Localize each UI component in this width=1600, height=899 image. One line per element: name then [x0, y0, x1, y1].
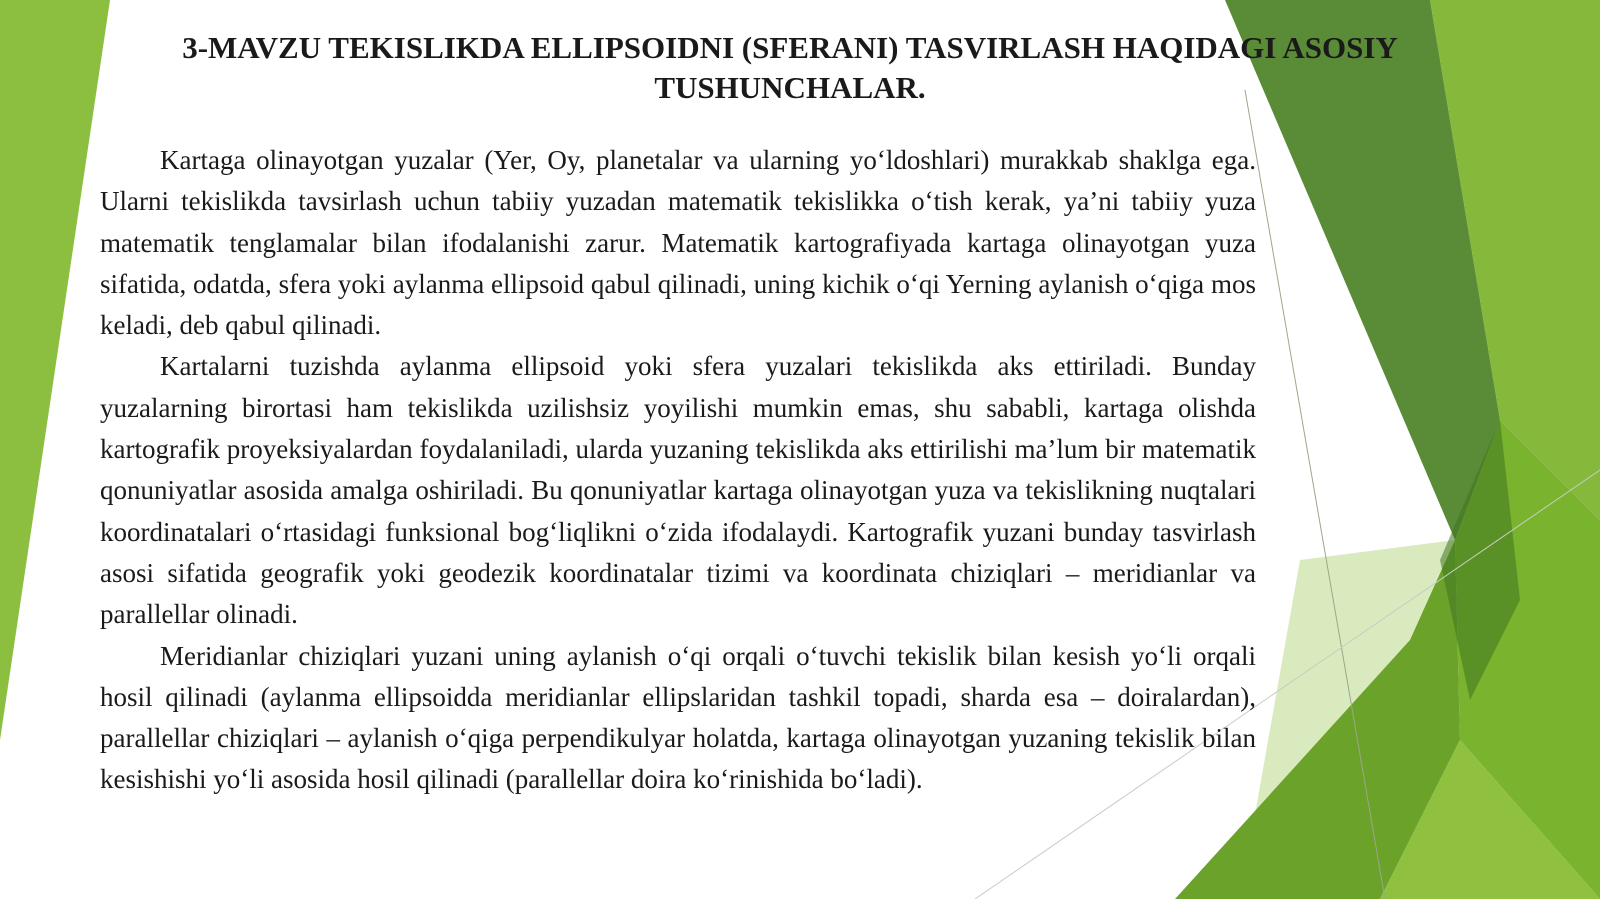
title-line-2: TUSHUNCHALAR. [654, 70, 926, 105]
body-text [100, 140, 1256, 801]
paragraph-1: Kartaga olinayotgan yuzalar (Yer, Oy, planetalar va ularning yo‘ldoshlari) murakkab shaklga ega. Ularni tekislikda tavsirlash uchun tabiiy yuzadan matematik tekislikka o‘tish kerak, ya’ni tabiiy yuza matematik tenglamalar bilan ifodalanishi zarur. Matematik kartografiyada kartaga olinayotgan yuza sifatida, odatda, sfera yoki aylanma ellipsoid qabul qilinadi, uning kichik o‘qi Yerning aylanish o‘qiga mos keladi, deb qabul qilinadi. [100, 145, 1256, 341]
paragraph-2: Kartalarni tuzishda aylanma ellipsoid yoki sfera yuzalari tekislikda aks ettiriladi. Bunday yuzalarning birortasi ham tekislikda uzilishsiz yoyilishi mumkin emas, shu sababli, kartaga olishda kartografik proyeksiyalardan foydalaniladi, ularda yuzaning tekislikda aks ettirilishi ma’lum bir matematik qonuniyatlar asosida amalga oshiriladi. Bu qonuniyatlar kartaga olinayotgan yuza va tekislikning nuqtalari koordinatalari o‘rtasidagi funksional bog‘liqlikni o‘zida ifodalaydi. Kartografik yuzani bunday tasvirlash asosi sifatida geografik yoki geodezik koordinatalar tizimi va koordinata chiziqlari – meridianlar va parallellar olinadi. [100, 351, 1256, 630]
left-green-wedge [0, 0, 110, 740]
title-line-1: 3-MAVZU TEKISLIKDA ELLIPSOIDNI (SFERANI) TASVIRLASH HAQIDAGI ASOSIY [182, 30, 1398, 65]
paragraph-3: Meridianlar chiziqlari yuzani uning aylanish o‘qi orqali o‘tuvchi tekislik bilan kesish yo‘li orqali hosil qilinadi (aylanma ellipsoidda meridianlar ellipslaridan tashkil topadi, sharda esa – doiralardan), parallellar chiziqlari – aylanish o‘qiga perpendikulyar holatda, kartaga olinayotgan yuzaning tekislik bilan kesishishi yo‘li asosida hosil qilinadi (parallellar doira ko‘rinishida bo‘ladi). [100, 640, 1256, 795]
page-title [100, 28, 1480, 108]
